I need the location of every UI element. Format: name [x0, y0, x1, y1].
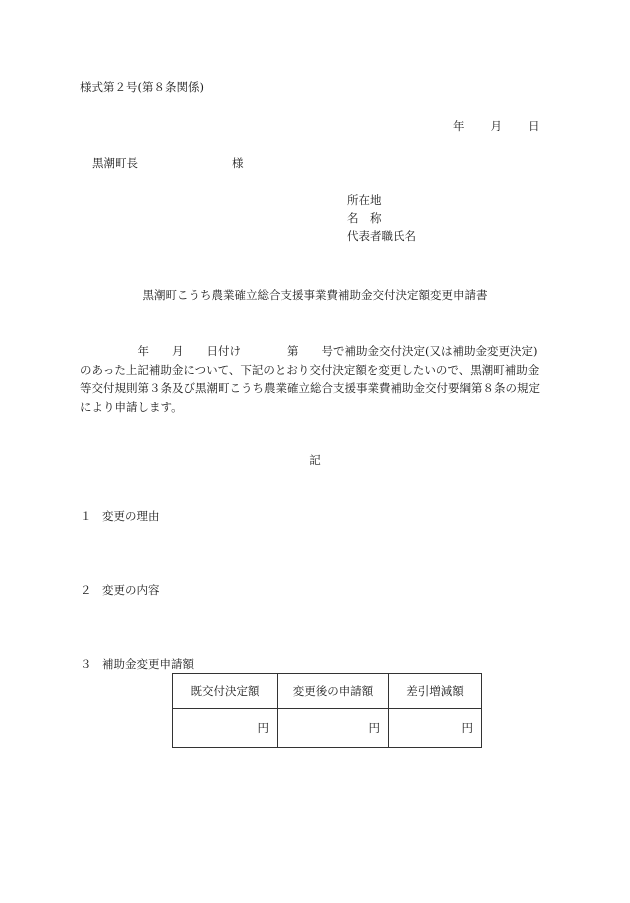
date-line — [453, 121, 540, 133]
addressee — [92, 156, 244, 170]
header-existing-amount: 既交付決定額 — [173, 674, 278, 709]
ki-heading: 記 — [309, 453, 321, 467]
section-number: ３ — [80, 657, 92, 671]
body-line-1: 年 月 日付け 第 号で補助金交付決定(又は補助金変更決定) — [80, 344, 538, 358]
section-number: １ — [80, 509, 92, 523]
section-label: 補助金変更申請額 — [102, 657, 194, 671]
section-label: 変更の理由 — [102, 509, 160, 523]
section-amount — [80, 659, 194, 671]
addressee-name: 黒潮町長 — [92, 156, 138, 170]
date-day: 日 — [528, 119, 540, 133]
section-number: ２ — [80, 583, 92, 597]
body-line-4: により申請します。 — [80, 399, 183, 414]
header-difference: 差引増減額 — [389, 674, 482, 709]
section-change-content — [80, 585, 160, 597]
document-title: 黒潮町こうち農業確立総合支援事業費補助金交付決定額変更申請書 — [142, 288, 488, 302]
body-line-3: 等交付規則第３条及び黒潮町こうち農業確立総合支援事業費補助金交付要綱第８条の規定 — [80, 381, 540, 395]
addressee-honorific: 様 — [232, 156, 244, 170]
table-row — [173, 709, 482, 748]
body-line-2: のあった上記補助金について、下記のとおり交付決定額を変更したいので、黒潮町補助金 — [80, 362, 540, 377]
section-label: 変更の内容 — [102, 583, 160, 597]
applicant-representative-label: 代表者職氏名 — [347, 229, 416, 243]
applicant-address-label: 所在地 — [347, 193, 382, 207]
amount-table — [172, 673, 482, 748]
date-month: 月 — [490, 119, 502, 133]
applicant-block — [347, 195, 416, 249]
cell-difference[interactable]: 円 — [389, 709, 482, 748]
applicant-name-label: 名 称 — [347, 211, 382, 225]
cell-new-amount[interactable]: 円 — [278, 709, 389, 748]
body-text — [80, 342, 550, 416]
table-header-row — [173, 674, 482, 709]
form-number: 様式第２号(第８条関係) — [80, 80, 204, 94]
section-change-reason — [80, 511, 160, 523]
header-new-amount: 変更後の申請額 — [278, 674, 389, 709]
date-year: 年 — [453, 119, 465, 133]
cell-existing-amount[interactable]: 円 — [173, 709, 278, 748]
